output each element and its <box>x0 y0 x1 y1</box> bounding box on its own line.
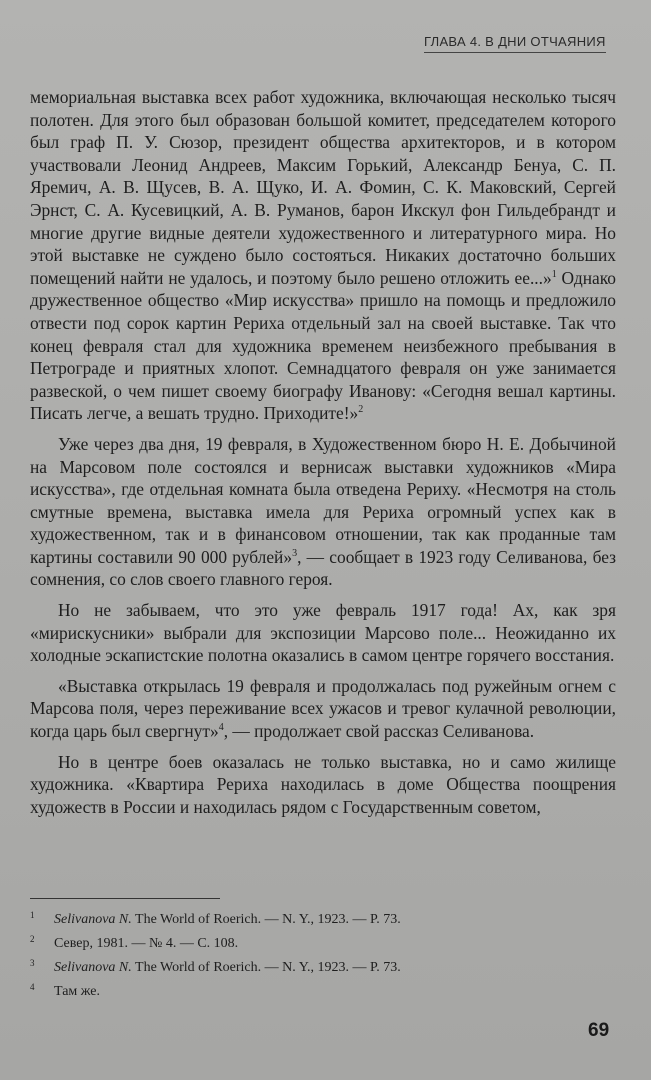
footnote-text: Selivanova N. The World of Roerich. — N. Y., 1923. — P. 73. <box>54 912 401 927</box>
text-run: Однако дружественное общество «Мир искусства» пришло на помощь и предложило отвести под сорок картин Рериха отдельный зал на своей выставке. Так что конец февраля стал для художника временем неизбежного пребывания в Петрограде и приятных хлопот. Семнадцатого февраля он уже занимается развеской, о чем пишет своему биографу Иванову: «Сегодня вешал картины. Писать легче, а вешать трудно. Приходите!» <box>30 267 616 424</box>
text-run: Но в центре боев оказалась не только выставка, но и само жилище художника. «Квартира Рериха находилась в доме Общества поощрения художеств в России и находилась рядом с Государственным советом, <box>30 751 616 817</box>
text-run: «Выставка открылась 19 февраля и продолжалась под ружейным огнем с Марсова поля, через переживание всех ужасов и тревог кулачной революции, когда царь был свергнут» <box>30 675 616 742</box>
footnote-text: Selivanova N. The World of Roerich. — N. Y., 1923. — P. 73. <box>54 960 401 975</box>
footnote-number: 2 <box>30 934 35 944</box>
text-run: , — сообщает в 1923 году Селиванова, без сомнения, со слов своего главного героя. <box>30 546 616 590</box>
paragraph <box>30 599 616 667</box>
footnote-number: 3 <box>30 958 35 968</box>
running-header: ГЛАВА 4. В ДНИ ОТЧАЯНИЯ <box>424 34 606 53</box>
paragraph <box>30 86 616 425</box>
footnote-ref: 4 <box>218 722 224 734</box>
page-number: 69 <box>588 1020 610 1041</box>
footnote <box>30 932 610 956</box>
footnote-number: 4 <box>30 982 35 992</box>
footnote <box>30 908 610 932</box>
footnote-text: Север, 1981. — № 4. — С. 108. <box>54 936 239 951</box>
text-run: Но не забываем, что это уже февраль 1917 года! Ах, как зря «мирискусники» выбрали для экспозиции Марсово поле... Неожиданно их холодные эскапистские полотна оказались в самом центре горячего восстания. <box>30 600 616 666</box>
footnote <box>30 980 610 1004</box>
footnote-ref: 1 <box>551 268 557 280</box>
text-run: Уже через два дня, 19 февраля, в Художественном бюро Н. Е. Добычиной на Марсовом поле состоялся и вернисаж выставки художников «Мира искусства», где отдельная комната была отведена Рериху. «Несмотря на столь смутные времена, выставка имела для Рериха огромный успех как в художественном, так и в финансовом отношении, так как проданные там картины составили 90 000 рублей» <box>30 433 616 567</box>
paragraph <box>30 751 616 819</box>
footnote-text: Там же. <box>54 984 100 999</box>
footnote-number: 1 <box>30 910 35 920</box>
footnotes <box>30 908 610 1004</box>
paragraph <box>30 675 616 743</box>
footnote <box>30 956 610 980</box>
footnote-divider <box>30 898 220 899</box>
text-run: , — продолжает свой рассказ Селиванова. <box>223 721 535 742</box>
text-run: мемориальная выставка всех работ художника, включающая несколько тысяч полотен. Для этого был образован большой комитет, председателем которого был граф П. У. Сюзор, президент общества архитекторов, и в котором участвовали Леонид Андреев, Максим Горький, Александр Бенуа, С. П. Яремич, А. В. Щусев, В. А. Щуко, И. А. Фомин, С. К. Маковский, Сергей Эрнст, С. А. Кусевицкий, А. В. Руманов, барон Икскул фон Гильдебрандт и многие другие видные деятели художественного и литературного мира. Но этой выставке не суждено было состояться. Никаких достаточно больших помещений найти не удалось, и поэтому было решено отложить ее...» <box>30 87 616 288</box>
footnote-ref: 2 <box>358 404 364 416</box>
footnote-ref: 3 <box>292 548 298 560</box>
paragraph <box>30 433 616 591</box>
main-text <box>30 86 616 818</box>
